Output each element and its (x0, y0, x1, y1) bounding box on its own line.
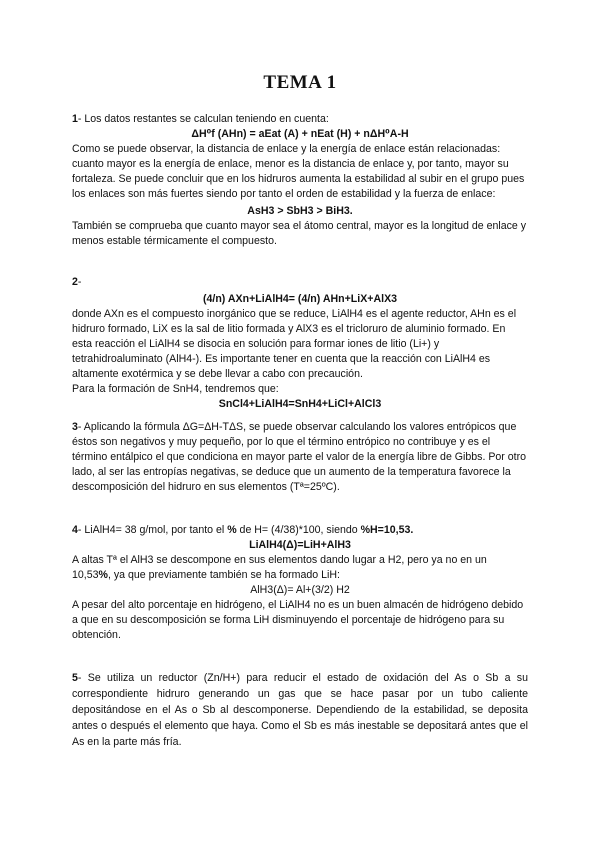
section-2-paragraph-1: donde AXn es el compuesto inorgánico que se reduce, LiAlH4 es el agente reductor, AHn es el hidruro formado, LiX es la sal de litio formada y AlX3 es el tricloruro de aluminio formado. En esta reacción el LiAlH4 se disocia en solución para formar iones de litio (Li+) y tetrahidroaluminato (AlH4-). Es importante tener en cuenta que la reacción con LiAlH4 es altamente exotérmica y se debe llevar a cabo con precaución. (72, 308, 517, 380)
section-4-paragraph-2: A pesar del alto porcentaje en hidrógeno, el LiAlH4 no es un buen almacén de hidrógeno debido a que en su descomposición se forma LiH disminuyendo el porcentaje de hidrógeno para su obtención. (72, 599, 524, 641)
section-4-paragraph-1a: A altas Tª el AlH3 se descompone en sus elementos dando lugar a H2, pero ya no en un 10,53 (72, 554, 487, 581)
section-2 (72, 275, 528, 412)
section-1-paragraph-2: También se comprueba que cuanto mayor sea el átomo central, mayor es la longitud de enlace y menos estable térmicamente el compuesto. (72, 220, 527, 247)
section-4-percent-symbol: % (227, 524, 237, 536)
section-1-formula: ΔH⁰f (AHn) = aEat (A) + nEat (H) + nΔH⁰A-H (191, 128, 409, 140)
section-2-number: 2 (72, 276, 78, 288)
section-4-paragraph-1-percent: % (98, 569, 108, 581)
section-1-paragraph-1: Como se puede observar, la distancia de enlace y la energía de enlace están relacionadas: cuanto mayor es la energía de enlace, menor es la distancia de enlace y, por tanto, mayor su fortaleza. Se puede concluir que en los hidruros aumenta la estabilidad al subir en el grupo pues los enlaces son más fuertes siendo por tanto el orden de estabilidad y la fuerza de enlace: (72, 143, 525, 200)
section-5-text: - Se utiliza un reductor (Zn/H+) para reducir el estado de oxidación del As o Sb a su correspondiente hidruro generando un gas que se hace pasar por un tubo caliente depositándose en el As o Sb al descomponerse. Dependiendo de la estabilidad, se deposita antes o después el elemento que haya. Como el Sb es más inestable se depositará antes que el As en la parte más fría. (72, 672, 528, 748)
section-2-paragraph-2: Para la formación de SnH4, tendremos que: (72, 383, 279, 395)
section-1-stability-order: AsH3 > SbH3 > BiH3. (247, 205, 353, 217)
section-4-line-1a: - LiAlH4= 38 g/mol, por tanto el (77, 524, 228, 536)
section-1-number: 1 (72, 113, 78, 125)
section-4-number: 4 (72, 524, 78, 536)
section-4-line-1b: de H= (4/38)*100, siendo (236, 524, 361, 536)
section-4 (72, 523, 528, 643)
section-3-number: 3 (72, 421, 78, 433)
section-1 (72, 112, 528, 249)
page-title: TEMA 1 (263, 72, 337, 93)
section-2-dash: - (77, 276, 82, 288)
section-3-text: - Aplicando la fórmula ΔG=ΔH-TΔS, se puede observar calculando los valores entrópicos que éstos son negativos y muy pequeño, por lo que el término entrópico no contribuye y es el término entálpico el que condiciona en mayor parte el valor de la energía libre de Gibbs. Por otro lado, al ser las entropías negativas, se deduce que un aumento de la temperatura favorece la descomposición del hidruro en sus elementos (Tª=25ºC). (72, 421, 527, 493)
section-5 (72, 670, 528, 750)
section-4-decomposition-2: AlH3(Δ)= Al+(3/2) H2 (250, 584, 350, 596)
section-2-reaction-2: SnCl4+LiAlH4=SnH4+LiCl+AlCl3 (218, 398, 382, 410)
section-2-reaction: (4/n) AXn+LiAlH4= (4/n) AHn+LiX+AlX3 (202, 293, 398, 305)
section-5-number: 5 (72, 672, 78, 684)
section-4-paragraph-1b: , ya que previamente también se ha formado LiH: (107, 569, 340, 581)
section-3 (72, 420, 528, 495)
section-4-decomposition-1: LiAlH4(Δ)=LiH+AlH3 (249, 539, 351, 551)
section-1-intro: - Los datos restantes se calculan teniendo en cuenta: (77, 113, 329, 125)
section-4-result: %H=10,53. (360, 524, 414, 536)
